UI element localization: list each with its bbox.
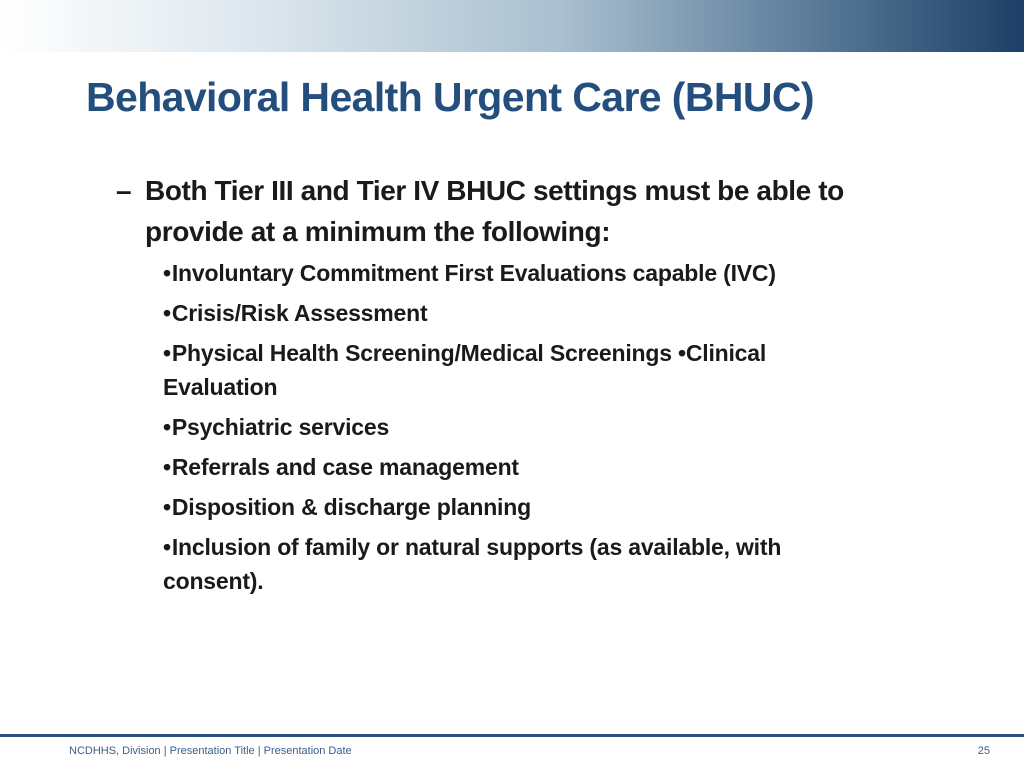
sub-point [163, 450, 863, 484]
bullet-marker: • [163, 260, 171, 286]
sub-point-text: Inclusion of family or natural supports (as available, with consent). [163, 534, 782, 594]
main-point-text: Both Tier III and Tier IV BHUC settings must be able to provide at a minimum the following: [145, 175, 844, 247]
header-gradient-band [0, 0, 1024, 52]
bullet-marker: • [163, 454, 171, 480]
sub-point-text: Crisis/Risk Assessment [171, 300, 428, 326]
sub-point-text: Referrals and case management [171, 454, 519, 480]
footer-divider [0, 734, 1024, 737]
sub-point [163, 256, 863, 290]
sub-point-list [163, 256, 946, 598]
sub-point [163, 410, 863, 444]
bullet-marker: • [163, 340, 171, 366]
sub-point [163, 296, 863, 330]
footer-text: NCDHHS, Division | Presentation Title | Presentation Date [69, 745, 352, 757]
sub-point [163, 336, 863, 404]
sub-point-text: Psychiatric services [171, 414, 390, 440]
main-point [116, 170, 946, 252]
bullet-marker: • [163, 414, 171, 440]
sub-point-text: Physical Health Screening/Medical Screenings •Clinical Evaluation [163, 340, 767, 400]
bullet-marker: • [163, 534, 171, 560]
sub-point [163, 490, 863, 524]
sub-point-text: Involuntary Commitment First Evaluations capable (IVC) [171, 260, 776, 286]
slide-title: Behavioral Health Urgent Care (BHUC) [86, 74, 814, 120]
sub-point-text: Disposition & discharge planning [171, 494, 531, 520]
dash-marker: – [116, 175, 132, 206]
page-number: 25 [977, 745, 990, 757]
slide-body [116, 170, 946, 604]
bullet-marker: • [163, 494, 171, 520]
sub-point [163, 530, 863, 598]
bullet-marker: • [163, 300, 171, 326]
